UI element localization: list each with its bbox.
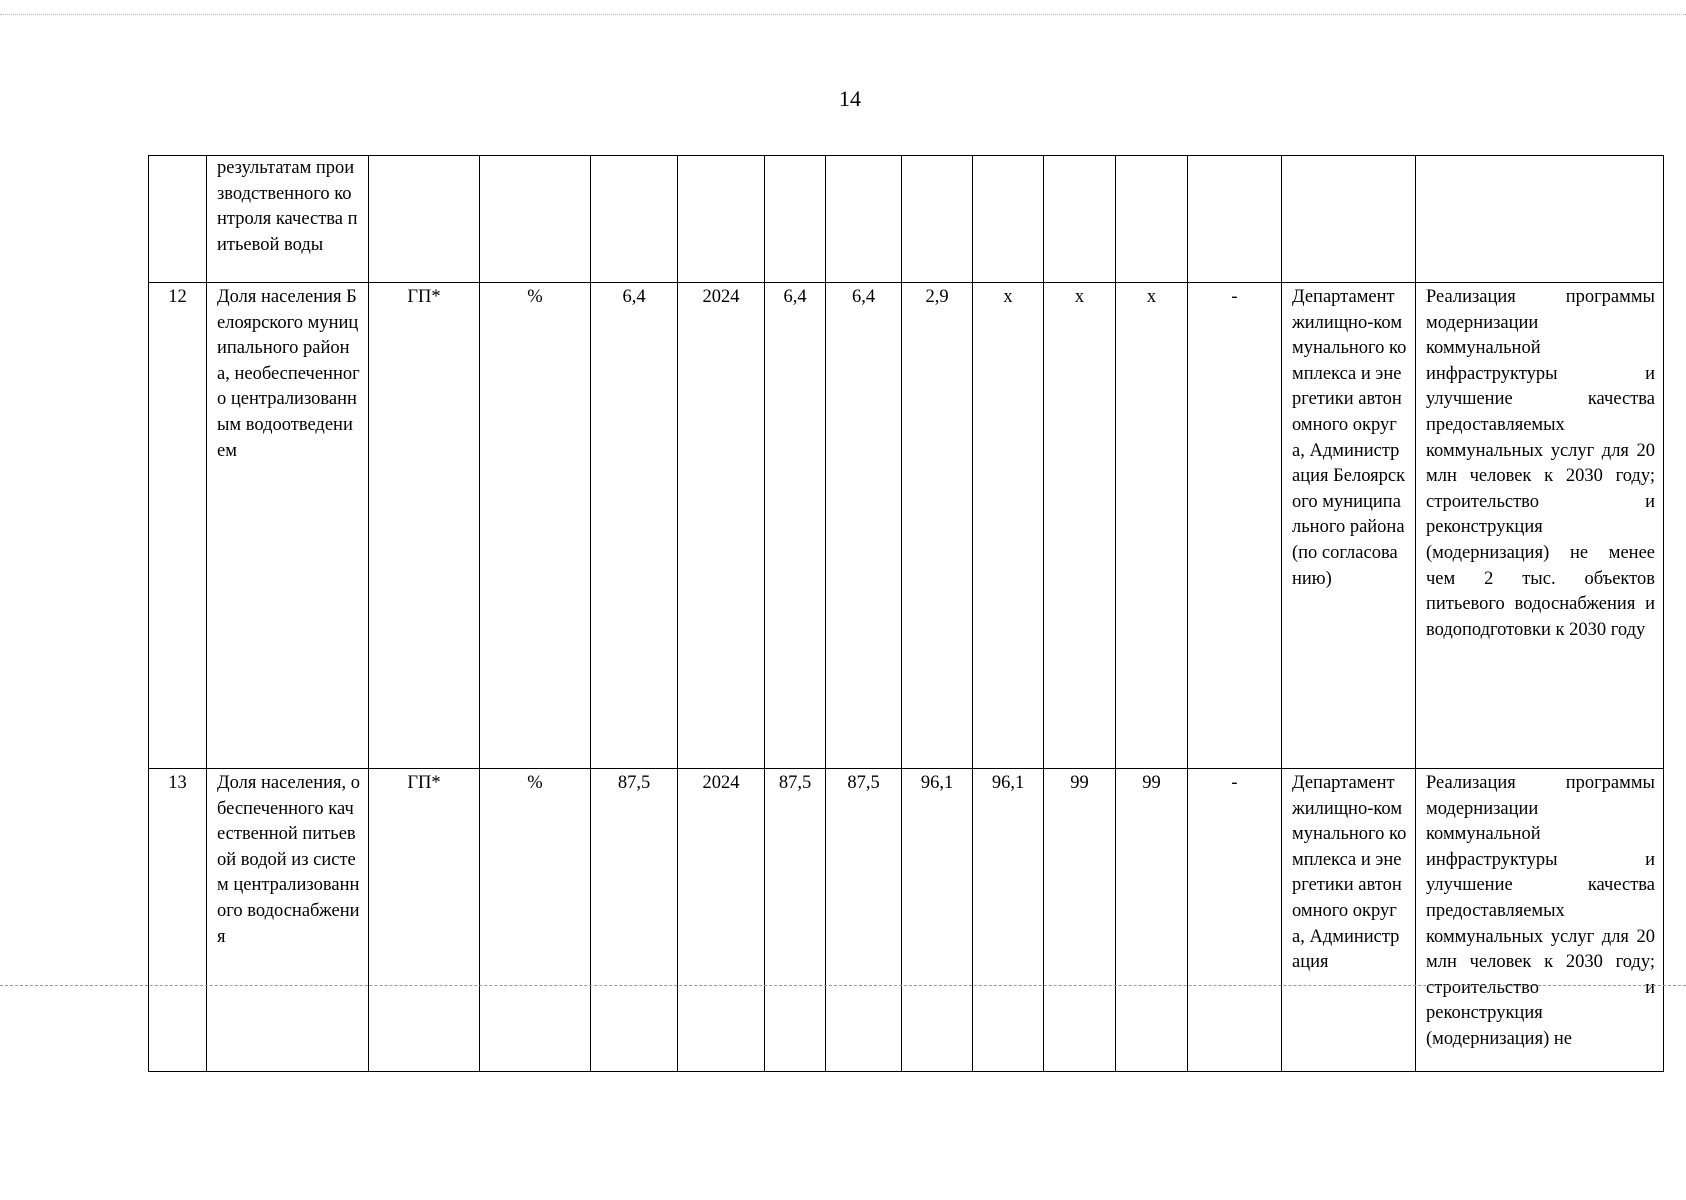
- cell-value: 2,9: [902, 283, 973, 769]
- table-row: [149, 769, 1664, 1072]
- cell-value: 6,4: [765, 283, 826, 769]
- cell-value: 87,5: [826, 769, 902, 1072]
- cell-base-value: 6,4: [591, 283, 678, 769]
- cell-value: 87,5: [765, 769, 826, 1072]
- cell-level: ГП*: [369, 283, 480, 769]
- cell-no: 12: [149, 283, 207, 769]
- cell-value: 6,4: [826, 283, 902, 769]
- cell-responsible: Департамент жилищно-коммунального комплекса и энергетики автономного округа, Администрация Белоярского муниципального района (по согласованию): [1282, 283, 1416, 769]
- scan-fold-line: [0, 985, 1686, 986]
- table-row-continuation: [149, 156, 1664, 283]
- page-number: 14: [839, 86, 861, 111]
- cell-value: 96,1: [973, 769, 1044, 1072]
- cell-document: -: [1188, 769, 1282, 1072]
- cell-indicator: Доля населения Белоярского муниципального района, необеспеченного централизованным водоотведением: [207, 283, 369, 769]
- cell-unit: %: [480, 283, 591, 769]
- cell-base-value: 87,5: [591, 769, 678, 1072]
- cell-goal: Реализация программы модернизации коммунальной инфраструктуры и улучшение качества предоставляемых коммунальных услуг для 20 млн человек к 2030 году; строительство и реконструкция (модернизация) не менее чем 2 тыс. объектов питьевого водоснабжения и водоподготовки к 2030 году: [1416, 283, 1664, 769]
- cell-responsible: Департамент жилищно-коммунального комплекса и энергетики автономного округа, Администрация: [1282, 769, 1416, 1072]
- cell-no: [149, 156, 207, 283]
- cell-value: 96,1: [902, 769, 973, 1072]
- indicators-table: [148, 155, 1664, 1072]
- scan-edge-line: [0, 14, 1686, 15]
- cell-indicator: Доля населения, обеспеченного качественной питьевой водой из систем централизованного водоснабжения: [207, 769, 369, 1072]
- cell-document: -: [1188, 283, 1282, 769]
- cell-level: ГП*: [369, 769, 480, 1072]
- cell-no: 13: [149, 769, 207, 1072]
- cell-unit: %: [480, 769, 591, 1072]
- cell-value: х: [1044, 283, 1116, 769]
- cell-base-year: 2024: [678, 769, 765, 1072]
- cell-value: х: [1116, 283, 1188, 769]
- table-row: [149, 283, 1664, 769]
- cell-indicator: результатам производственного контроля качества питьевой воды: [207, 156, 369, 283]
- cell-base-year: 2024: [678, 283, 765, 769]
- cell-value: 99: [1044, 769, 1116, 1072]
- cell-value: 99: [1116, 769, 1188, 1072]
- cell-goal: Реализация программы модернизации коммунальной инфраструктуры и улучшение качества предоставляемых коммунальных услуг для 20 млн человек к 2030 году; строительство и реконструкция (модернизация) не: [1416, 769, 1664, 1072]
- cell-value: х: [973, 283, 1044, 769]
